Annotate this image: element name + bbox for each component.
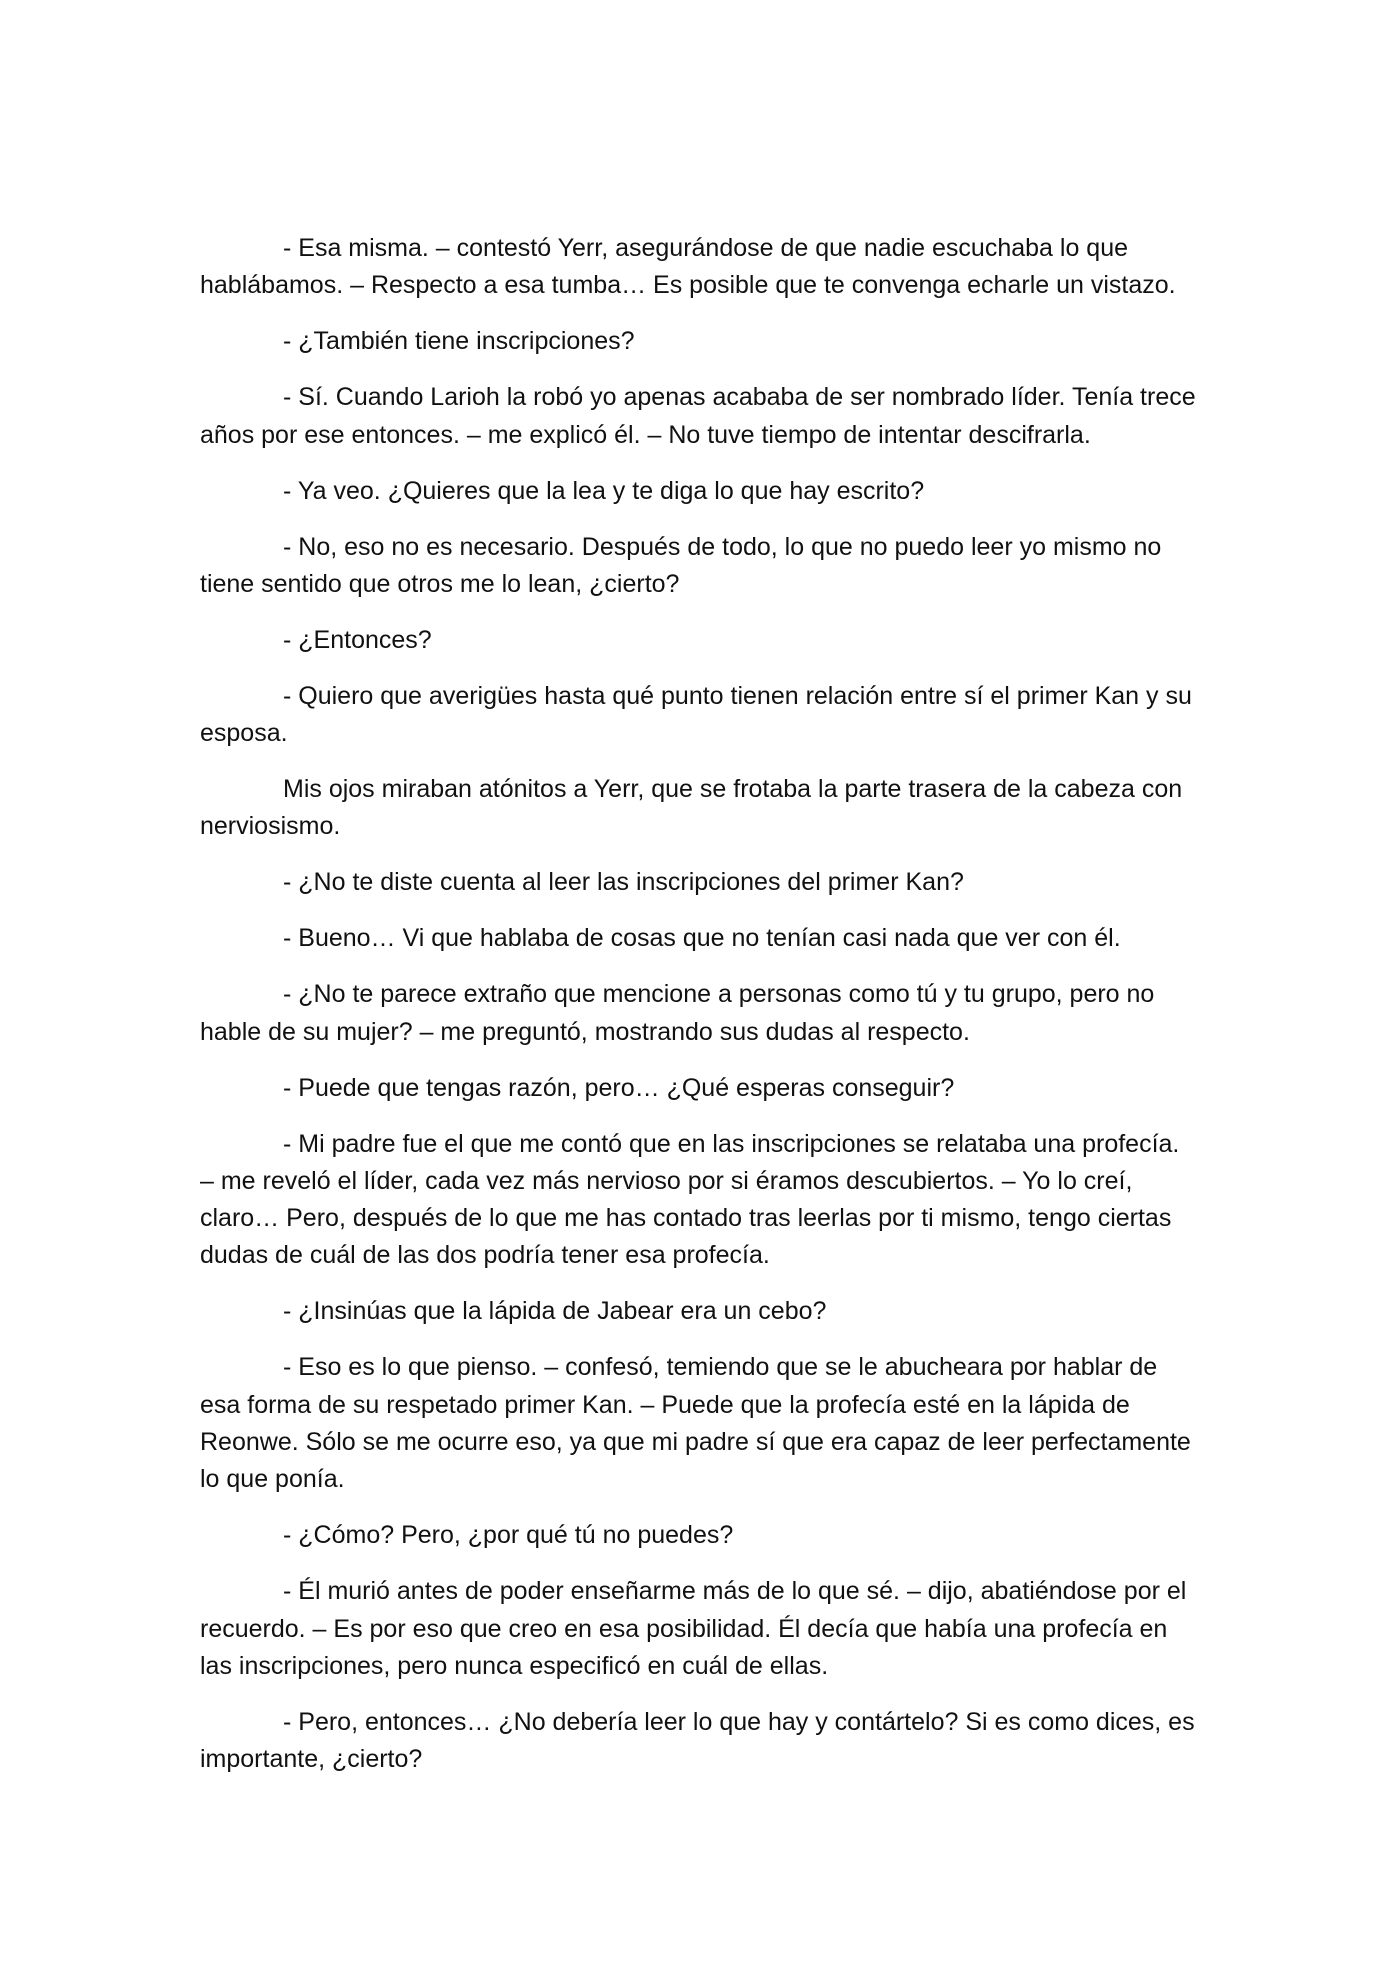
paragraph-4: - Ya veo. ¿Quieres que la lea y te diga lo que hay escrito? — [283, 476, 925, 505]
paragraph-7: - Quiero que averigües hasta qué punto tienen relación entre sí el primer Kan y su esposa. — [200, 681, 1192, 748]
paragraph-10: - Bueno… Vi que hablaba de cosas que no tenían casi nada que ver con él. — [283, 924, 1121, 953]
paragraph-12: - Puede que tengas razón, pero… ¿Qué esperas conseguir? — [283, 1073, 955, 1102]
paragraph-2: - ¿También tiene inscripciones? — [283, 327, 635, 356]
paragraph-1: - Esa misma. – contestó Yerr, asegurándose de que nadie escuchaba lo que hablábamos. – Respecto a esa tumba… Es posible que te convenga echarle un vistazo. — [200, 234, 1176, 300]
paragraph-6: - ¿Entonces? — [283, 625, 432, 654]
paragraph-13: - Mi padre fue el que me contó que en las inscripciones se relataba una profecía. – me reveló el líder, cada vez más nervioso por si éramos descubiertos. – Yo lo creí, claro… Pero, después de lo que me has contado tras leerlas por ti mismo, tengo ciertas dudas de cuál de las dos podría tener esa profecía. — [200, 1129, 1180, 1270]
paragraph-9: - ¿No te diste cuenta al leer las inscripciones del primer Kan? — [283, 868, 964, 897]
paragraph-17: - Él murió antes de poder enseñarme más de lo que sé. – dijo, abatiéndose por el recuerdo. – Es por eso que creo en esa posibilidad. Él decía que había una profecía en las inscripciones, pero nunca especificó en cuál de ellas. — [200, 1577, 1187, 1680]
paragraph-11: - ¿No te parece extraño que mencione a personas como tú y tu grupo, pero no hable de su mujer? – me preguntó, mostrando sus dudas al respecto. — [200, 980, 1155, 1046]
paragraph-8: Mis ojos miraban atónitos a Yerr, que se frotaba la parte trasera de la cabeza con nerviosismo. — [200, 775, 1183, 841]
paragraph-3: - Sí. Cuando Larioh la robó yo apenas acababa de ser nombrado líder. Tenía trece años por ese entonces. – me explicó él. – No tuve tiempo de intentar descifrarla. — [200, 383, 1196, 449]
paragraph-16: - ¿Cómo? Pero, ¿por qué tú no puedes? — [283, 1521, 734, 1550]
document-page — [200, 230, 1200, 1797]
paragraph-18: - Pero, entonces… ¿No debería leer lo que hay y contártelo? Si es como dices, es importante, ¿cierto? — [200, 1707, 1195, 1774]
paragraph-14: - ¿Insinúas que la lápida de Jabear era un cebo? — [283, 1297, 827, 1326]
paragraph-5: - No, eso no es necesario. Después de todo, lo que no puedo leer yo mismo no tiene sentido que otros me lo lean, ¿cierto? — [200, 532, 1162, 598]
paragraph-15: - Eso es lo que pienso. – confesó, temiendo que se le abucheara por hablar de esa forma de su respetado primer Kan. – Puede que la profecía esté en la lápida de Reonwe. Sólo se me ocurre eso, ya que mi padre sí que era capaz de leer perfectamente lo que ponía. — [200, 1353, 1191, 1494]
